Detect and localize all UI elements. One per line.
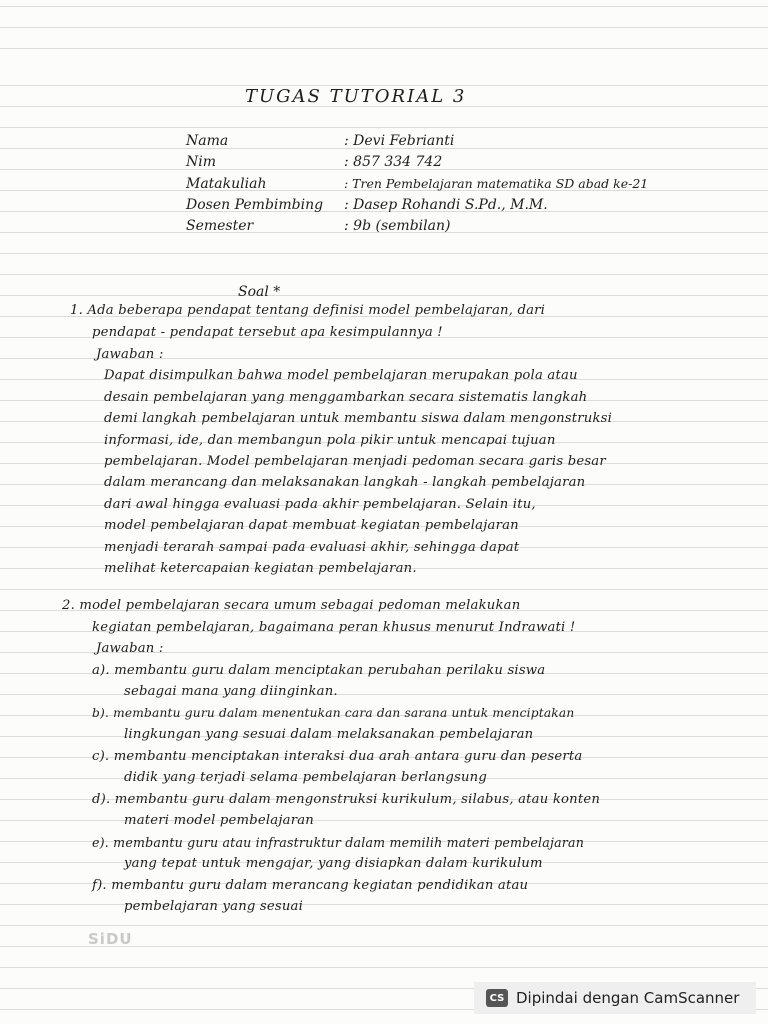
q1-answer-line: demi langkah pembelajaran untuk membantu siswa dalam mengonstruksi <box>104 411 613 426</box>
camscanner-badge <box>474 982 756 1014</box>
q2-answer-line: materi model pembelajaran <box>124 813 314 828</box>
q2-answer-line: b). membantu guru dalam menentukan cara dan sarana untuk menciptakan <box>92 706 575 720</box>
field-value-dosen: : Dasep Rohandi S.Pd., M.M. <box>344 197 548 213</box>
q2-answer-line: yang tepat untuk mengajar, yang disiapkan dalam kurikulum <box>124 856 543 871</box>
q2-answer-line: f). membantu guru dalam merancang kegiatan pendidikan atau <box>92 878 529 893</box>
field-value-nim: : 857 334 742 <box>344 154 443 170</box>
q2-question-line: 2. model pembelajaran secara umum sebagai pedoman melakukan <box>62 598 521 613</box>
camscanner-logo-icon: CS <box>486 989 508 1007</box>
field-value-matakuliah: : Tren Pembelajaran matematika SD abad ke-21 <box>344 176 649 191</box>
q1-answer-line: menjadi terarah sampai pada evaluasi akhir, sehingga dapat <box>104 540 520 555</box>
q2-answer-line: pembelajaran yang sesuai <box>124 899 304 914</box>
q1-answer-line: desain pembelajaran yang menggambarkan secara sistematis langkah <box>104 390 588 405</box>
q1-answer-line: dari awal hingga evaluasi pada akhir pembelajaran. Selain itu, <box>104 497 536 512</box>
q1-answer-label: Jawaban : <box>96 347 164 362</box>
field-label-matakuliah: Matakuliah <box>186 176 267 192</box>
q2-answer-line: d). membantu guru dalam mengonstruksi kurikulum, silabus, atau konten <box>92 792 601 807</box>
field-label-nim: Nim <box>186 154 217 170</box>
field-label-dosen: Dosen Pembimbing <box>186 197 324 213</box>
sidu-watermark: SiDU <box>88 930 133 948</box>
q1-question-line: 1. Ada beberapa pendapat tentang definisi model pembelajaran, dari <box>70 303 546 318</box>
camscanner-text: Dipindai dengan CamScanner <box>516 989 740 1007</box>
q1-answer-line: Dapat disimpulkan bahwa model pembelajaran merupakan pola atau <box>104 368 578 383</box>
page-title: TUGAS TUTORIAL 3 <box>245 86 467 107</box>
soal-heading: Soal * <box>238 284 281 300</box>
q2-answer-line: c). membantu menciptakan interaksi dua arah antara guru dan peserta <box>92 749 583 764</box>
field-label-semester: Semester <box>186 218 254 234</box>
q2-answer-label: Jawaban : <box>96 641 164 656</box>
q2-answer-line: e). membantu guru atau infrastruktur dalam memilih materi pembelajaran <box>92 835 585 850</box>
q2-answer-line: didik yang terjadi selama pembelajaran berlangsung <box>124 770 488 785</box>
q1-answer-line: melihat ketercapaian kegiatan pembelajaran. <box>104 561 417 576</box>
field-value-nama: : Devi Febrianti <box>344 133 455 149</box>
q2-answer-line: sebagai mana yang diinginkan. <box>124 684 338 699</box>
q2-answer-line: lingkungan yang sesuai dalam melaksanakan pembelajaran <box>124 727 534 742</box>
q2-answer-line: a). membantu guru dalam menciptakan perubahan perilaku siswa <box>92 663 546 678</box>
field-value-semester: : 9b (sembilan) <box>344 218 451 234</box>
q1-question-line: pendapat - pendapat tersebut apa kesimpulannya ! <box>92 325 443 340</box>
q1-answer-line: pembelajaran. Model pembelajaran menjadi pedoman secara garis besar <box>104 454 606 469</box>
field-label-nama: Nama <box>186 133 229 149</box>
q1-answer-line: informasi, ide, dan membangun pola pikir untuk mencapai tujuan <box>104 433 556 448</box>
q2-question-line: kegiatan pembelajaran, bagaimana peran khusus menurut Indrawati ! <box>92 620 576 635</box>
q1-answer-line: model pembelajaran dapat membuat kegiatan pembelajaran <box>104 518 519 533</box>
q1-answer-line: dalam merancang dan melaksanakan langkah - langkah pembelajaran <box>104 475 586 490</box>
